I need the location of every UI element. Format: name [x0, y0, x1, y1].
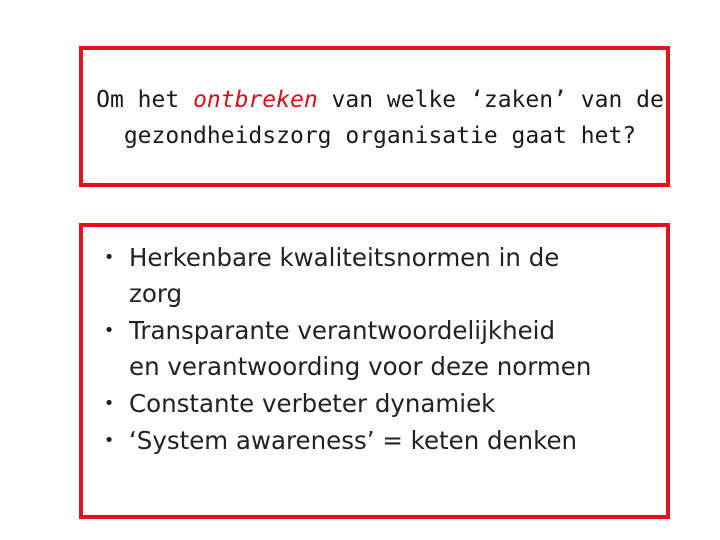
bullet-text: Herkenbare kwaliteitsnormen in de — [129, 243, 560, 272]
bullet-text: Constante verbeter dynamiek — [129, 389, 496, 418]
bullet-item — [99, 313, 659, 385]
title-middle: van welke ‘zaken’ van de — [317, 87, 664, 113]
title-prefix: Om het — [96, 87, 194, 113]
bullet-dot-icon: • — [103, 430, 115, 451]
bullet-text: ‘System awareness’ = keten denken — [129, 426, 578, 455]
slide-title — [60, 82, 700, 154]
bullet-item — [99, 386, 659, 422]
bullet-dot-icon: • — [103, 320, 115, 341]
title-line-2: gezondheidszorg organisatie gaat het? — [123, 123, 637, 149]
bullet-list — [99, 240, 659, 460]
bullet-dot-icon: • — [103, 247, 115, 268]
bullet-text-continuation: zorg — [129, 279, 183, 308]
bullet-item — [99, 423, 659, 459]
bullet-text-continuation: en verantwoording voor deze normen — [129, 352, 592, 381]
title-highlight-word: ontbreken — [193, 87, 318, 113]
bullet-dot-icon: • — [103, 393, 115, 414]
bullet-text: Transparante verantwoordelijkheid — [129, 316, 556, 345]
bullet-item — [99, 240, 659, 312]
